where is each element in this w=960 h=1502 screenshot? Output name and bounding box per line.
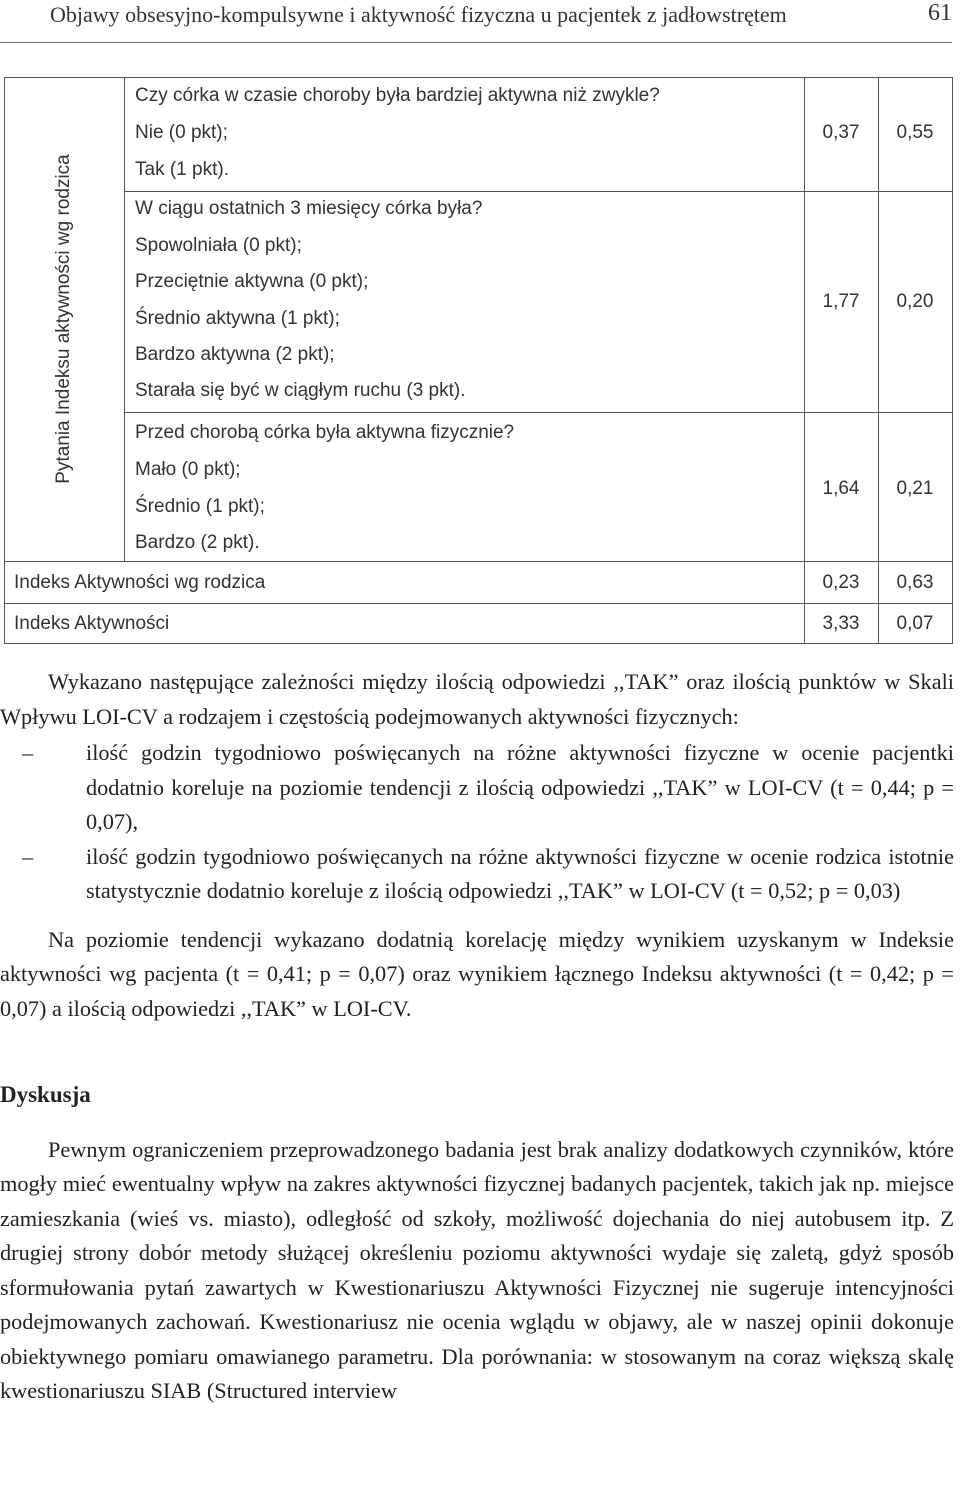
- list-item: [0, 840, 954, 909]
- value-col1: 1,64: [822, 478, 860, 499]
- table-border-right: [952, 77, 953, 643]
- question-text: Przed chorobą córka była aktywna fizycznie?: [135, 422, 515, 443]
- value-col2: 0,55: [896, 122, 934, 143]
- finding-list: [0, 736, 954, 909]
- index-row-label: Indeks Aktywności wg rodzica: [14, 572, 266, 593]
- question-text: Czy córka w czasie choroby była bardziej aktywna niż zwykle?: [135, 85, 660, 106]
- list-item-text: ilość godzin tygodniowo poświęcanych na różne aktywności fizyczne w ocenie rodzica istotnie statystycznie dodatnio koreluje z ilością odpowiedzi ,,TAK” w LOI-CV (t = 0,52; p = 0,03): [86, 843, 954, 903]
- answer-option: Przeciętnie aktywna (0 pkt);: [135, 271, 369, 292]
- list-item-text: ilość godzin tygodniowo poświęcanych na różne aktywności fizyczne w ocenie pacjentki dodatnio koreluje na poziomie tendencji z ilością odpowiedzi ,,TAK” w LOI-CV (t = 0,44; p = 0,07),: [86, 740, 954, 834]
- value-col2: 0,20: [896, 291, 934, 312]
- page-header: [0, 0, 960, 44]
- table-rule: [124, 412, 953, 413]
- value-col1: 0,23: [822, 572, 860, 593]
- side-label: Pytania Indeksu aktywności wg rodzica: [53, 154, 74, 484]
- answer-option: Średnio (1 pkt);: [135, 496, 265, 517]
- value-col2: 0,07: [896, 613, 934, 634]
- value-col2: 0,21: [896, 478, 934, 499]
- value-col1: 3,33: [822, 613, 860, 634]
- answer-option: Tak (1 pkt).: [135, 159, 229, 180]
- value-col1: 1,77: [822, 291, 860, 312]
- results-table: [4, 77, 953, 643]
- answer-option: Średnio aktywna (1 pkt);: [135, 308, 340, 329]
- answer-option: Bardzo aktywna (2 pkt);: [135, 344, 335, 365]
- answer-option: Mało (0 pkt);: [135, 459, 241, 480]
- table-divider: [804, 77, 805, 643]
- answer-option: Starała się być w ciągłym ruchu (3 pkt).: [135, 380, 466, 401]
- paragraph: Pewnym ograniczeniem przeprowadzonego badania jest brak analizy dodatkowych czynników, które mogły mieć ewentualny wpływ na zakres aktywności fizycznej badanych pacjentek, takich jak np. miejsce zamieszkania (wieś vs. miasto), odległość od szkoły, możliwość dojechania do niej autobusem itp. Z drugiej strony dobór metody służącej określeniu poziomu aktywności wydaje się zaletą, gdyż sposób sformułowania pytań zawartych w Kwestionariuszu Aktywności Fizycznej nie sugeruje intencyjności podejmowanych zachowań. Kwestionariusz nie ocenia wglądu w objawy, ale w naszej opinii dokonuje obiektywnego pomiaru omawianego parametru. Dla porównania: w stosowanym na coraz większą skalę kwestionariuszu SIAB (Structured interview: [0, 1136, 954, 1403]
- value-col2: 0,63: [896, 572, 934, 593]
- answer-option: Bardzo (2 pkt).: [135, 532, 260, 553]
- table-divider: [878, 77, 879, 643]
- question-text: W ciągu ostatnich 3 miesięcy córka była?: [135, 198, 483, 219]
- table-rule: [4, 561, 953, 562]
- table-rule: [124, 191, 953, 192]
- list-item: [0, 736, 954, 840]
- side-label-cell: [4, 77, 124, 561]
- table-border-top: [4, 77, 953, 78]
- answer-option: Spowolniała (0 pkt);: [135, 235, 302, 256]
- body-text: [0, 665, 954, 1409]
- header-rule: [0, 42, 952, 43]
- list-dash: –: [22, 843, 34, 869]
- index-row-label: Indeks Aktywności: [14, 613, 170, 634]
- answer-option: Nie (0 pkt);: [135, 122, 228, 143]
- table-divider: [124, 77, 125, 561]
- value-col1: 0,37: [822, 122, 860, 143]
- page-number: 61: [928, 0, 952, 26]
- paragraph: Wykazano następujące zależności między ilością odpowiedzi ,,TAK” oraz ilością punktów w Skali Wpływu LOI-CV a rodzajem i częstością podejmowanych aktywności fizycznych:: [0, 669, 954, 729]
- table-rule: [4, 603, 953, 604]
- table-border-bottom: [4, 643, 953, 644]
- running-title: Objawy obsesyjno-kompulsywne i aktywność fizyczna u pacjentek z jadłowstrętem: [50, 2, 787, 27]
- list-dash: –: [22, 740, 34, 765]
- section-heading: Dyskusja: [0, 1082, 91, 1107]
- paragraph: Na poziomie tendencji wykazano dodatnią korelację między wynikiem uzyskanym w Indeksie aktywności wg pacjenta (t = 0,41; p = 0,07) oraz wynikiem łącznego Indeksu aktywności (t = 0,42; p = 0,07) a ilością odpowiedzi ,,TAK” w LOI-CV.: [0, 926, 954, 1021]
